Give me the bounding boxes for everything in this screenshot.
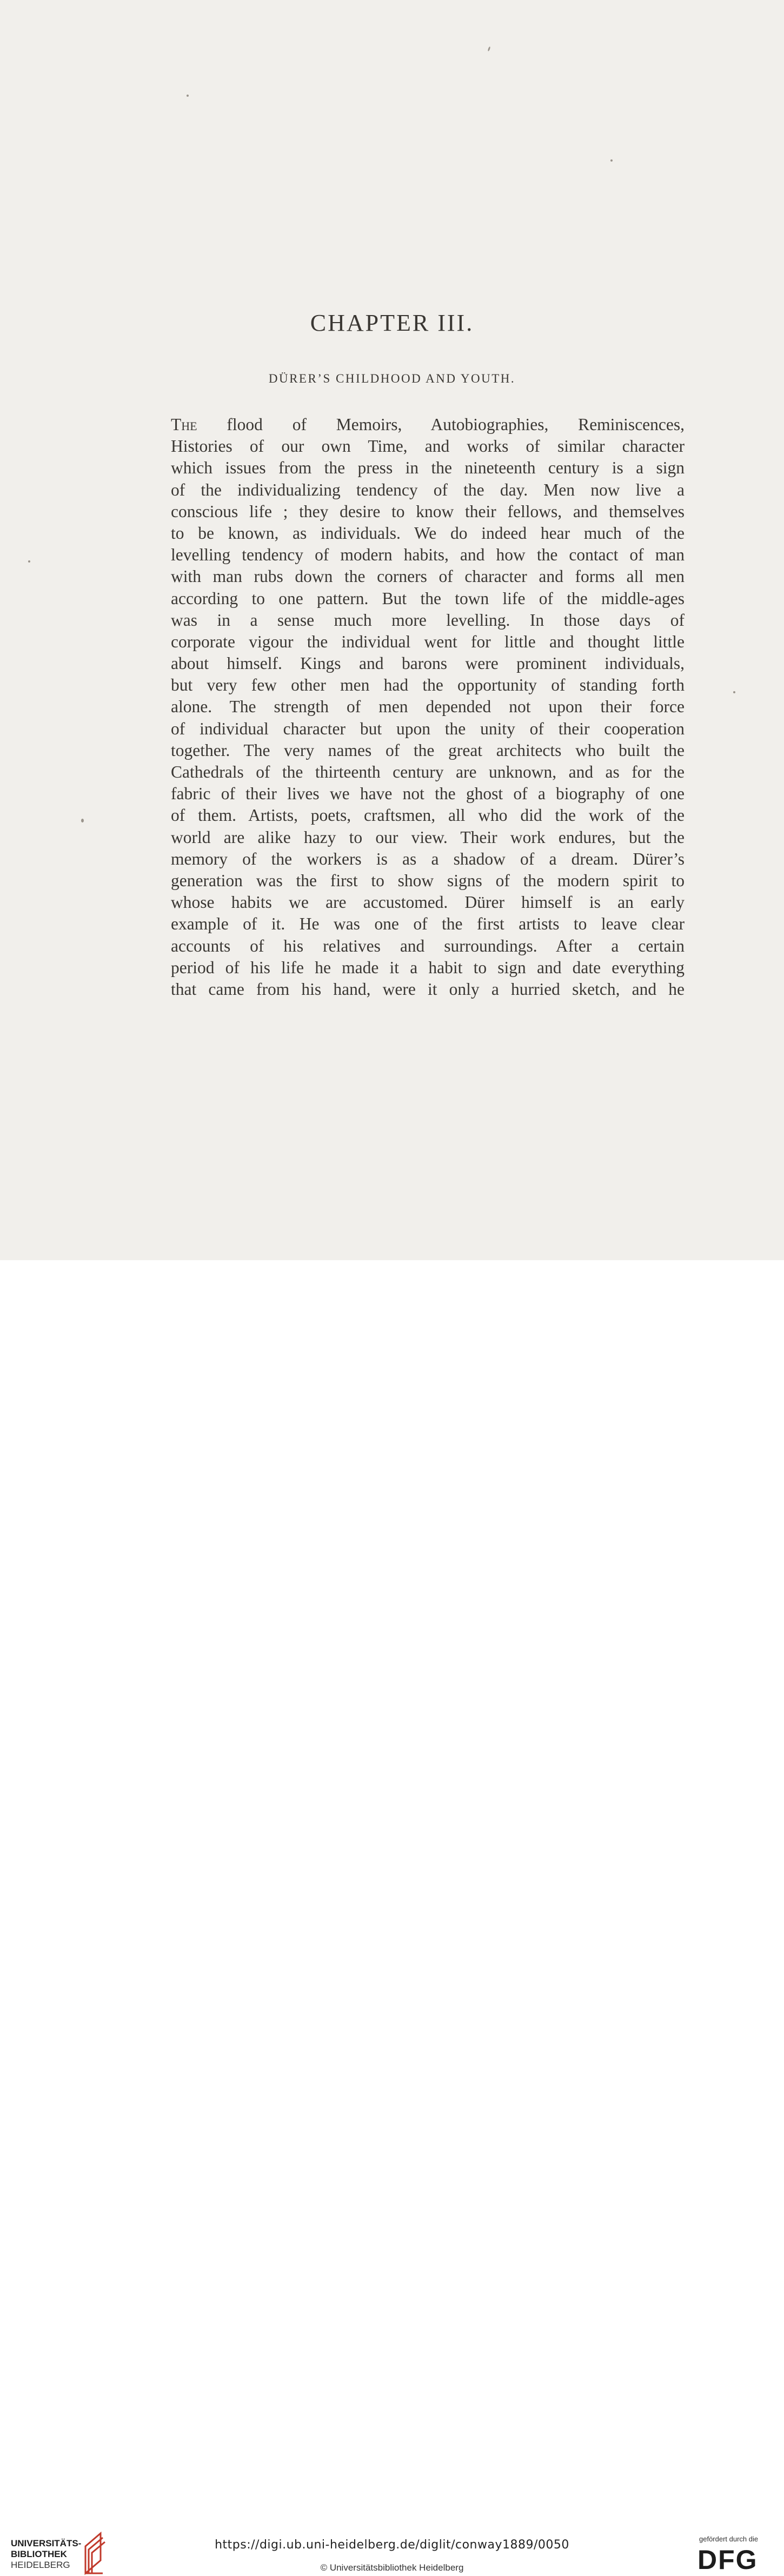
text-line (171, 935, 685, 957)
text-line-content: conscious life ; they desire to know their fellows, and themselves (171, 501, 685, 521)
text-line (171, 870, 685, 892)
text-line-content: memory of the workers is as a shadow of a dream. Dürer’s (171, 849, 685, 868)
text-line (171, 979, 685, 1000)
text-line (171, 892, 685, 913)
library-name-line2: BIBLIOTHEK (11, 2549, 67, 2559)
text-line-content: fabric of their lives we have not the ghost of a biography of one (171, 784, 685, 804)
document-url-link[interactable]: https://digi.ub.uni-heidelberg.de/diglit/conway1889/0050 (215, 2538, 569, 2552)
text-line-content: of the individualizing tendency of the day. Men now live a (171, 480, 685, 499)
text-line (171, 783, 685, 805)
text-line-content: of them. Artists, poets, craftsmen, all who did the work of the (171, 806, 685, 825)
scanned-page (0, 0, 784, 1260)
dfg-logo: DFG (697, 2545, 758, 2575)
text-line (171, 523, 685, 544)
text-line (171, 588, 685, 610)
text-line-content: of individual character but upon the unity of their cooperation (171, 719, 685, 738)
text-line (171, 566, 685, 587)
text-line (171, 436, 685, 457)
text-line (171, 718, 685, 740)
text-line-content: was in a sense much more levelling. In those days of (171, 610, 685, 630)
text-line-content: together. The very names of the great architects who built the (171, 740, 685, 760)
text-line (171, 913, 685, 935)
text-line (171, 848, 685, 870)
page-mark (610, 159, 613, 162)
text-line-content: which issues from the press in the nineteenth century is a sign (171, 458, 685, 478)
text-line (171, 761, 685, 783)
text-line (171, 501, 685, 523)
text-line (171, 696, 685, 718)
text-line-content: world are alike hazy to our view. Their work endures, but the (171, 827, 685, 847)
text-line (171, 544, 685, 566)
text-line-content: flood of Memoirs, Autobiographies, Reminiscences, (197, 415, 685, 434)
library-name-line3: HEIDELBERG (11, 2560, 70, 2570)
page-mark (187, 95, 189, 97)
funding-label: gefördert durch die (699, 2535, 759, 2543)
text-line-content: Histories of our own Time, and works of similar character (171, 437, 685, 456)
text-line-content: but very few other men had the opportunity of standing forth (171, 675, 685, 695)
copyright-notice: © Universitätsbibliothek Heidelberg (320, 2562, 464, 2573)
text-line (171, 631, 685, 653)
text-line-content: alone. The strength of men depended not upon their force (171, 697, 685, 717)
text-line-content: Cathedrals of the thirteenth century are unknown, and as for the (171, 762, 685, 781)
text-line-content: generation was the first to show signs of the modern spirit to (171, 871, 685, 890)
text-line-content: accounts of his relatives and surroundings. After a certain (171, 936, 685, 955)
text-line (171, 805, 685, 826)
page-mark (488, 46, 491, 51)
text-line-content: to be known, as individuals. We do indeed hear much of the (171, 523, 685, 543)
body-text (171, 414, 685, 1000)
text-line-content: that came from his hand, were it only a hurried sketch, and he (171, 979, 685, 999)
text-line (171, 414, 685, 436)
library-name-line1: UNIVERSITÄTS- (11, 2538, 82, 2548)
text-line-content: according to one pattern. But the town life of the middle-ages (171, 588, 685, 608)
text-line-content: about himself. Kings and barons were prominent individuals, (171, 654, 685, 673)
text-line-content: with man rubs down the corners of character and forms all men (171, 567, 685, 586)
text-line-content: period of his life he made it a habit to sign and date everything (171, 958, 685, 977)
text-line (171, 740, 685, 761)
footer-bar (0, 1260, 784, 2575)
text-line (171, 674, 685, 696)
text-line-content: corporate vigour the individual went for little and thought little (171, 632, 685, 651)
text-line-content: whose habits we are accustomed. Dürer himself is an early (171, 893, 685, 912)
text-line (171, 610, 685, 631)
text-line (171, 827, 685, 848)
page-mark (81, 819, 84, 822)
page-mark (733, 691, 735, 693)
page-mark (28, 560, 30, 563)
chapter-subtitle: DÜRER’S CHILDHOOD AND YOUTH. (268, 372, 516, 385)
text-line-content: levelling tendency of modern habits, and how the contact of man (171, 545, 685, 565)
text-line (171, 653, 685, 674)
text-line (171, 479, 685, 501)
chapter-title: CHAPTER III. (310, 310, 474, 336)
opening-word: The (171, 415, 197, 434)
text-line (171, 457, 685, 479)
text-line (171, 957, 685, 979)
text-line-content: example of it. He was one of the first artists to leave clear (171, 914, 685, 934)
